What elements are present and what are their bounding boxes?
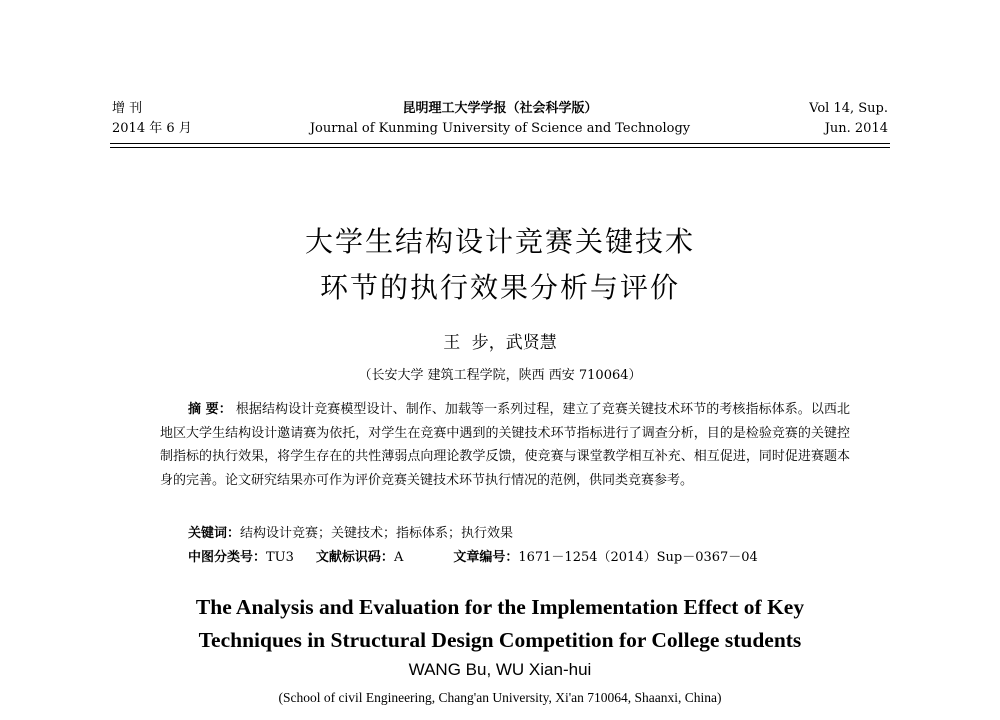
abstract-label: 摘 要： [188,402,232,417]
header-rule-bottom [110,147,890,148]
journal-name-cn: 昆明理工大学学报（社会科学版） [402,101,598,116]
doc-code-value: A [393,550,404,565]
article-no-label: 文章编号： [453,550,519,565]
volume-number: Vol 14, Sup. [809,101,888,116]
issue-type: 增 刊 [112,101,143,116]
volume-date: Jun. 2014 [824,121,888,136]
title-cn-line2: 环节的执行效果分析与评价 [319,271,680,304]
authors-cn: 王 步，武贤慧 [443,333,557,353]
title-en-line1: The Analysis and Evaluation for the Implementation Effect of Key [195,595,805,619]
article-no-value: 1671－1254（2014）Sup－0367－04 [518,550,758,565]
abstract [160,398,850,492]
authors-en: WANG Bu, WU Xian-hui [408,660,592,679]
doc-code-label: 文献标识码： [315,550,394,565]
header-rule-top [110,143,890,144]
volume-info [809,101,888,141]
title-en-line2: Techniques in Structural Design Competition for College students [198,628,802,652]
keywords-text: 结构设计竞赛；关键技术；指标体系；执行效果 [240,526,514,541]
affiliation-cn: （长安大学 建筑工程学院，陕西 西安 710064） [358,368,642,383]
keywords-label: 关键词： [188,526,241,541]
issue-date: 2014 年 6 月 [112,121,192,136]
title-cn-line1: 大学生结构设计竞赛关键技术 [304,225,695,258]
affiliation-en: (School of civil Engineering, Chang'an University, Xi'an 710064, Shaanxi, China) [278,690,722,705]
keywords [188,522,513,541]
journal-name-en: Journal of Kunming University of Science and Technology [309,121,691,136]
clc-value: TU3 [266,550,294,565]
abstract-text: 根据结构设计竞赛模型设计、制作、加载等一系列过程，建立了竞赛关键技术环节的考核指标体系。以西北地区大学生结构设计邀请赛为依托，对学生在竞赛中遇到的关键技术环节指标进行了调查分析，目的是检验竞赛的关键控制指标的执行效果，将学生存在的共性薄弱点向理论教学反馈，使竞赛与课堂教学相互补充、相互促进，同时促进赛题本身的完善。论文研究结果亦可作为评价竞赛关键技术环节执行情况的范例，供同类竞赛参考。 [160,402,850,488]
classification-line [188,546,758,565]
clc-label: 中图分类号： [188,550,267,565]
